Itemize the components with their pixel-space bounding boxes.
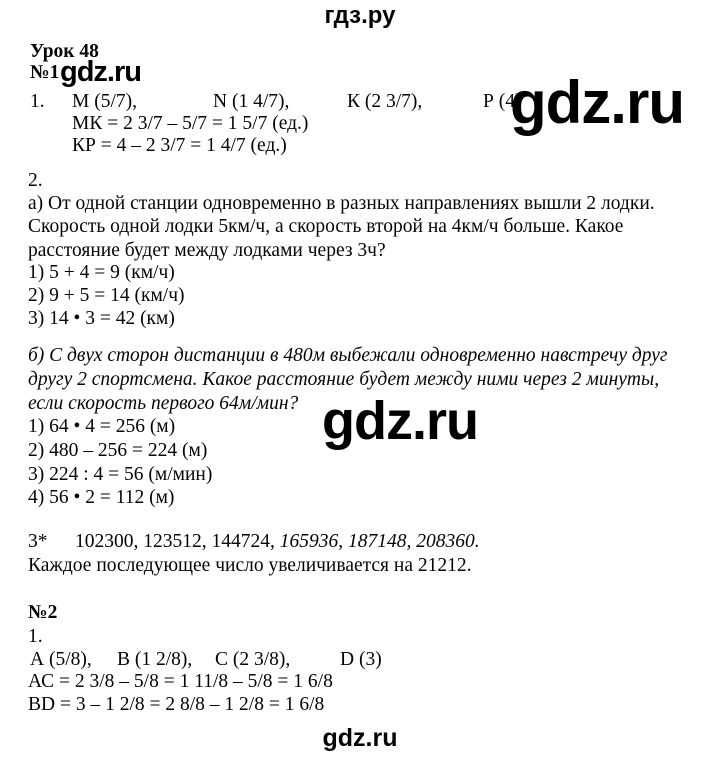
point-d: D (3) (340, 649, 382, 670)
site-logo-top: гдз.ру (324, 2, 396, 29)
watermark-gdz-big: gdz.ru (510, 69, 684, 136)
sequence-italic: 165936, 187148, 208360. (279, 531, 480, 552)
item1-solution-kr: КР = 4 – 2 3/7 = 1 4/7 (ед.) (72, 135, 287, 156)
part-b-text-2: другу 2 спортсмена. Какое расстояние будет между ними через 2 минуты, (28, 369, 660, 390)
part-b-text-3: если скорость первого 64м/мин? (28, 393, 299, 414)
task2-item1-number: 1. (28, 626, 43, 647)
point-k: К (2 3/7), (347, 91, 423, 112)
item1-solution-mk: МК = 2 3/7 – 5/7 = 1 5/7 (ед.) (72, 113, 309, 134)
part-a-step-2: 2) 9 + 5 = 14 (км/ч) (28, 285, 185, 306)
watermark-gdz-mid: gdz.ru (322, 391, 478, 451)
part-b-step-4: 4) 56 • 2 = 112 (м) (28, 487, 175, 508)
point-b: В (1 2/8), (117, 649, 193, 670)
part-a-text-1: а) От одной станции одновременно в разных направлениях вышли 2 лодки. (28, 193, 655, 214)
item1-number: 1. (30, 91, 45, 112)
item3-sequence (75, 531, 480, 553)
task1-label: №1 (30, 62, 60, 83)
point-c: С (2 3/8), (215, 649, 291, 670)
part-b-step-3: 3) 224 : 4 = 56 (м/мин) (28, 464, 213, 485)
part-b-step-2: 2) 480 – 256 = 224 (м) (28, 440, 208, 461)
part-b-step-1: 1) 64 • 4 = 256 (м) (28, 416, 176, 437)
sequence-plain: 102300, 123512, 144724, (75, 531, 275, 552)
part-a-step-1: 1) 5 + 4 = 9 (км/ч) (28, 262, 175, 283)
point-n: N (1 4/7), (213, 91, 290, 112)
item3-number: 3* (28, 531, 48, 552)
part-a-step-3: 3) 14 • 3 = 42 (км) (28, 308, 175, 329)
point-p: Р (4) (483, 91, 522, 112)
item2-number: 2. (28, 170, 43, 191)
task2-solution-bd: BD = 3 – 1 2/8 = 2 8/8 – 1 2/8 = 1 6/8 (28, 694, 325, 715)
lesson-title: Урок 48 (30, 41, 99, 62)
part-b-text-1: б) С двух сторон дистанции в 480м выбежали одновременно навстречу друг (28, 345, 668, 366)
part-a-text-3: расстояние будет между лодками через 3ч? (28, 240, 386, 261)
part-a-text-2: Скорость одной лодки 5км/ч, а скорость второй на 4км/ч больше. Какое (28, 216, 624, 237)
point-a: А (5/8), (30, 649, 92, 670)
task2-solution-ac: АС = 2 3/8 – 5/8 = 1 11/8 – 5/8 = 1 6/8 (28, 671, 333, 692)
site-logo-bottom: gdz.ru (322, 724, 398, 752)
task2-label: №2 (28, 602, 58, 623)
watermark-gdz-small: gdz.ru (60, 56, 141, 88)
point-m: М (5/7), (72, 91, 137, 112)
item3-conclusion: Каждое последующее число увеличивается на 21212. (28, 555, 472, 576)
